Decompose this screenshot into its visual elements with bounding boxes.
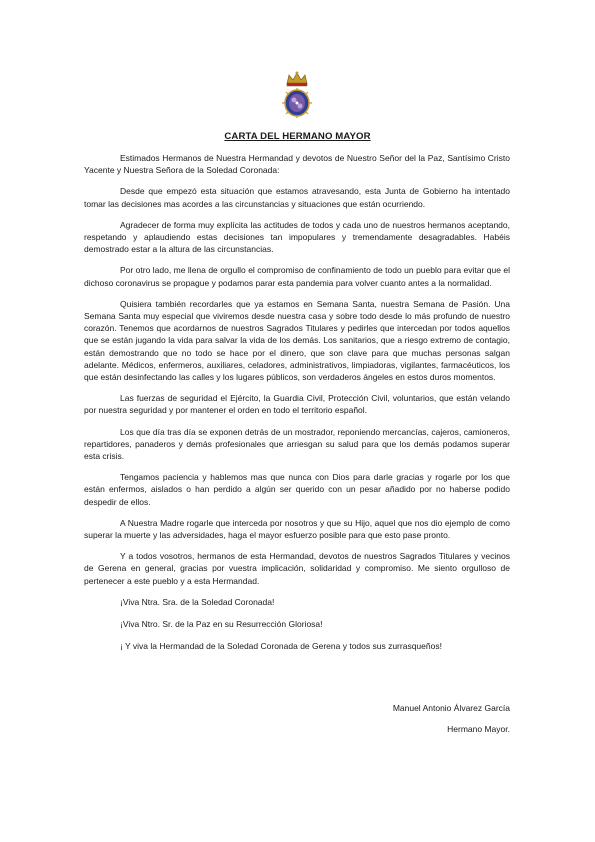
paragraph: Las fuerzas de seguridad el Ejército, la Guardia Civil, Protección Civil, voluntarios, que están velando por nuestra seguridad y por mantener el orden en todo el territorio español.	[84, 393, 510, 416]
paragraph: Tengamos paciencia y hablemos mas que nunca con Dios para darle gracias y rogarle por los que están enfermos, aislados o han perdido a algún ser querido con un pesar añadido por no haberse podido despedir de ellos.	[84, 472, 510, 507]
viva-line: ¡Viva Ntra. Sra. de la Soledad Coronada!	[120, 596, 275, 607]
letter-body	[84, 152, 510, 663]
paragraph: A Nuestra Madre rogarle que interceda por nosotros y que su Hijo, aquel que nos dio ejemplo de como superar la muerte y las adversidades, haga el mayor esfuerzo posible para que esto pase pronto.	[84, 517, 510, 541]
paragraph: Agradecer de forma muy explícita las actitudes de todos y cada uno de nuestros hermanos aceptando, respetando y aplaudiendo estas decisiones tan impopulares y tremendamente desagradables. Habéis demostrado estar a la altura de las circunstancias.	[84, 219, 510, 255]
signature-name: Manuel Antonio Álvarez García	[392, 703, 510, 713]
paragraph: Por otro lado, me llena de orgullo el compromiso de confinamiento de todo un pueblo para evitar que el dichoso coronavirus se propague y podamos parar esta pandemia para volver cuanto antes a la normalidad.	[84, 265, 510, 288]
brotherhood-crest-icon	[276, 70, 318, 120]
paragraph: Estimados Hermanos de Nuestra Hermandad y devotos de Nuestro Señor del la Paz, Santísimo Cristo Yacente y Nuestra Señora de la Soledad Coronada:	[84, 153, 510, 176]
viva-line: ¡Viva Ntro. Sr. de la Paz en su Resurrección Gloriosa!	[120, 619, 323, 630]
paragraph: Desde que empezó esta situación que estamos atravesando, esta Junta de Gobierno ha intentado tomar las decisiones mas acordes a las circunstancias y situaciones que están ocurriendo.	[84, 186, 510, 209]
paragraph: Los que día tras día se exponen detrás de un mostrador, reponiendo mercancías, cajeros, camioneros, repartidores, panaderos y demás profesionales que arriesgan su salud para que los demás podamos superar esta crisis.	[84, 426, 510, 462]
signature-role: Hermano Mayor.	[447, 724, 510, 734]
paragraph: Y a todos vosotros, hermanos de esta Hermandad, devotos de nuestros Sagrados Titulares y vecinos de Gerena en general, gracias por vuestra implicación, solidaridad y compromiso. Me siento orgulloso de pertenecer a este pueblo y a esta Hermandad.	[84, 551, 510, 586]
viva-line: ¡ Y viva la Hermandad de la Soledad Coronada de Gerena y todos sus zurrasqueños!	[120, 641, 442, 652]
paragraph: Quisiera también recordarles que ya estamos en Semana Santa, nuestra Semana de Pasión. Una Semana Santa muy especial que viviremos desde nuestra casa y sobre todo desde lo más profundo de nuestro corazón. Tenemos que acordarnos de nuestros Sagrados Titulares y pedirles que intercedan por todos aquellos que se están jugando la vida para salvar la vida de los demás. Los sanitarios, que a riesgo extremo de contagio, están demostrando que no todo se hace por el dinero, que son clave para que muchas personas salgan adelante. Médicos, enfermeros, auxiliares, celadores, administrativos, limpiadoras, vigilantes, farmacéuticos, los que están desinfectando las calles y los lugares públicos, son verdaderos ángeles en estos duros momentos.	[84, 298, 510, 383]
page-title: CARTA DEL HERMANO MAYOR	[224, 131, 371, 142]
